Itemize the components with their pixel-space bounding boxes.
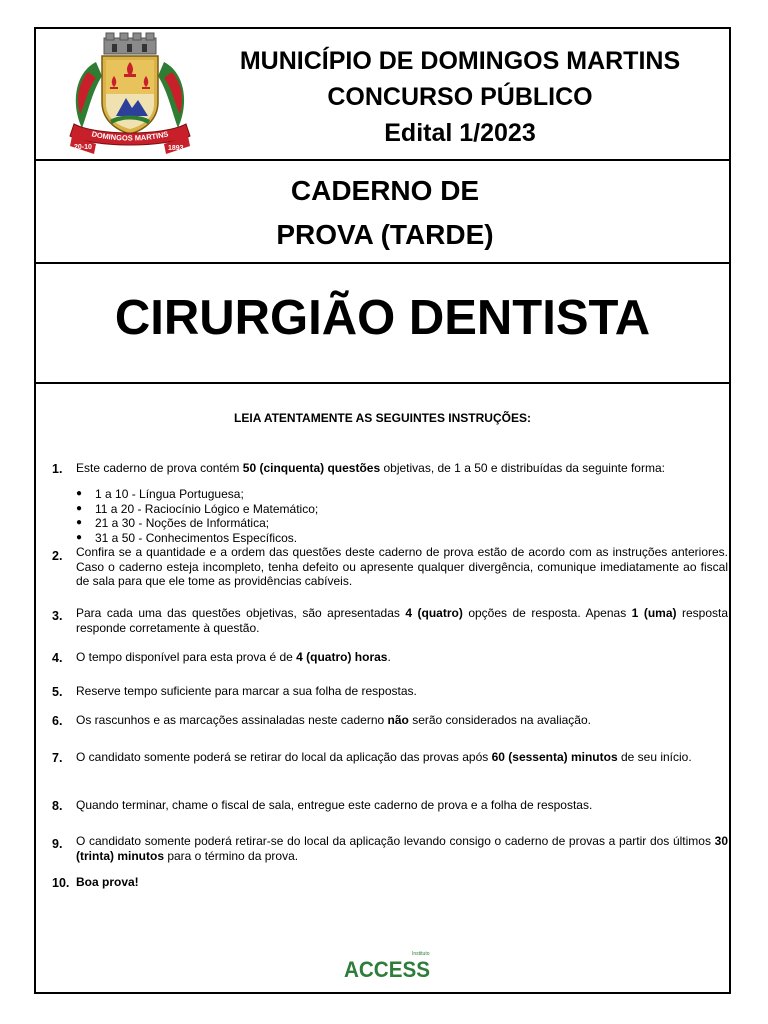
divider-title	[34, 382, 731, 384]
position-title: CIRURGIÃO DENTISTA	[114, 291, 651, 345]
instruction-number: 10.	[52, 876, 70, 890]
instruction-text: Confira se a quantidade e a ordem das questões deste caderno de prova estão de acordo com as instruções anteriores. Caso o caderno esteja incompleto, tenha defeito ou apresente qualquer divergência, comunique imediatamente ao fiscal de sala para que ele tome as providências cabíveis.	[76, 545, 728, 589]
bullet-icon: ●	[76, 517, 83, 528]
instruction-text: Este caderno de prova contém 50 (cinquenta) questões objetivas, de 1 a 50 e distribuídas da seguinte forma:	[76, 461, 665, 475]
seal-year-right: 1893	[168, 145, 184, 152]
instruction-text: Os rascunhos e as marcações assinaladas neste caderno não serão considerados na avaliação.	[76, 713, 591, 727]
instruction-number: 6.	[52, 714, 63, 728]
divider-header	[34, 159, 731, 161]
instruction-number: 8.	[52, 799, 63, 813]
divider-booklet	[34, 262, 731, 264]
logo-main-text: ACCESS	[344, 957, 430, 982]
instruction-text: O candidato somente poderá retirar-se do local da aplicação levando consigo o caderno de provas a partir dos últimos 30 (trinta) minutos para o término da prova.	[76, 834, 728, 863]
municipal-seal	[66, 32, 194, 156]
list-item: ● 1 a 10 - Língua Portuguesa;	[76, 487, 244, 501]
instruction-number: 3.	[52, 609, 63, 623]
instruction-number: 2.	[52, 549, 63, 563]
instructions-title: LEIA ATENTAMENTE AS SEGUINTES INSTRUÇÕES:	[234, 411, 531, 425]
seal-date-left: 20-10	[74, 144, 92, 151]
list-item: ● 31 a 50 - Conhecimentos Específicos.	[76, 530, 298, 545]
instruction-number: 5.	[52, 685, 63, 699]
header-edital: Edital 1/2023	[384, 119, 536, 147]
logo-small-text: Instituto	[412, 951, 430, 957]
access-logo	[342, 946, 434, 982]
instruction-number: 7.	[52, 751, 63, 765]
instruction-number: 9.	[52, 837, 63, 851]
list-item: ● 21 a 30 - Noções de Informática;	[76, 516, 270, 530]
instruction-text: O candidato somente poderá se retirar do local da aplicação das provas após 60 (sessenta) minutos de seu início.	[76, 750, 692, 764]
seal-banner-text: DOMINGOS MARTINS	[90, 129, 170, 143]
booklet-line-2: PROVA (TARDE)	[276, 219, 494, 250]
instruction-text: Para cada uma das questões objetivas, são apresentadas 4 (quatro) opções de resposta. Apenas 1 (uma) resposta responde corretamente à questão.	[76, 606, 729, 635]
header-municipality: MUNICÍPIO DE DOMINGOS MARTINS	[239, 47, 681, 75]
bullet-icon: ●	[76, 488, 83, 499]
instruction-text: O tempo disponível para esta prova é de 4 (quatro) horas.	[76, 650, 391, 664]
booklet-line-1: CADERNO DE	[290, 175, 480, 206]
question-distribution-list	[76, 487, 318, 545]
instruction-number: 4.	[52, 651, 63, 665]
instruction-text: Reserve tempo suficiente para marcar a sua folha de respostas.	[76, 684, 417, 698]
list-item: ● 11 a 20 - Raciocínio Lógico e Matemático;	[76, 501, 319, 516]
instruction-text: Quando terminar, chame o fiscal de sala, entregue este caderno de prova e a folha de respostas.	[76, 798, 593, 812]
instruction-text: Boa prova!	[76, 875, 139, 889]
bullet-icon: ●	[76, 531, 83, 543]
bullet-icon: ●	[76, 502, 83, 514]
instruction-number: 1.	[52, 462, 63, 476]
header-contest: CONCURSO PÚBLICO	[327, 83, 593, 111]
